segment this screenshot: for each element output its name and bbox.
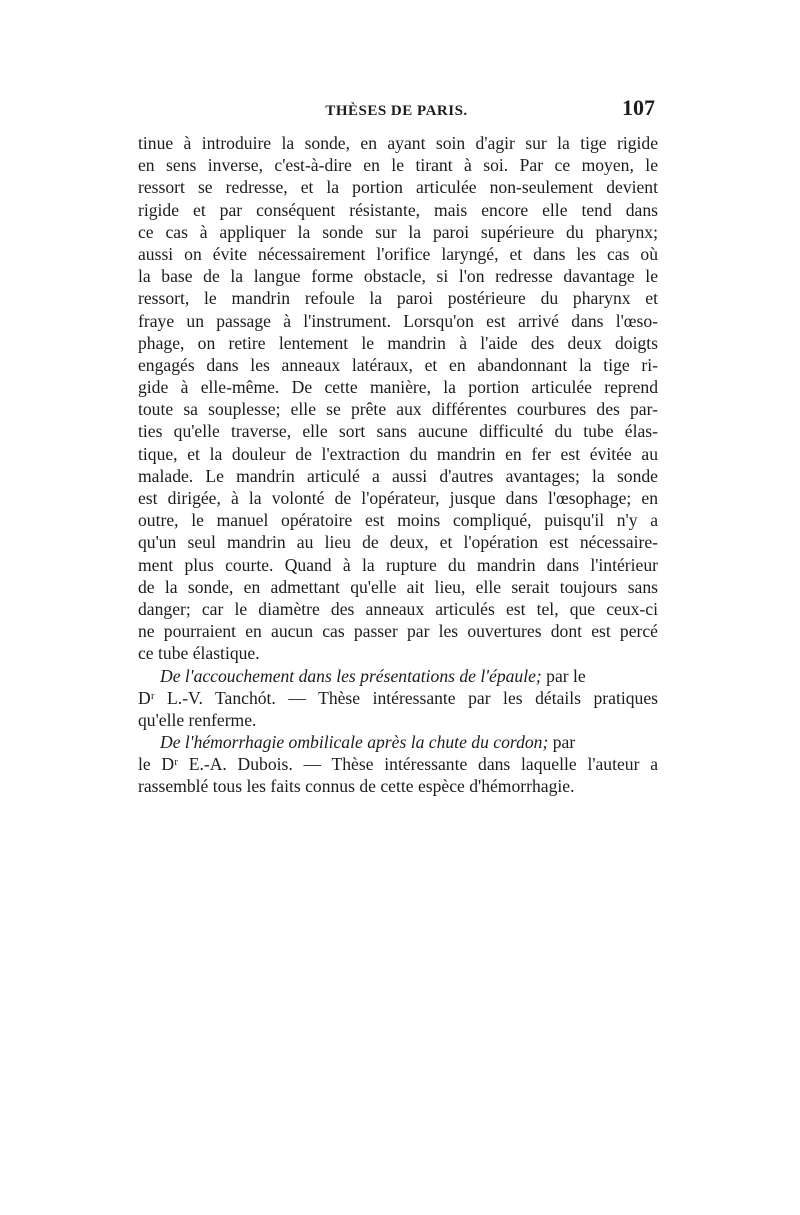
text-line: est dirigée, à la volonté de l'opérateur, jusque dans l'œsophage; en	[138, 488, 658, 508]
text-line: phage, on retire lentement le mandrin à l'aide des deux doigts	[138, 332, 658, 353]
text-line: qu'un seul mandrin au lieu de deux, et l'opération est nécessaire-	[138, 532, 658, 553]
text-line: ressort, le mandrin refoule la paroi postérieure du pharynx et	[138, 288, 658, 309]
text-line: fraye un passage à l'instrument. Lorsqu'on est arrivé dans l'œso-	[138, 310, 658, 331]
reference-hemorrhagie	[138, 731, 658, 798]
reference-accouchement	[138, 665, 658, 732]
page-number: 107	[622, 95, 655, 120]
text-line: ment plus courte. Quand à la rupture du mandrin dans l'intérieur	[138, 554, 658, 575]
text-line: gide à elle-même. De cette manière, la portion articulée reprend	[138, 377, 658, 398]
reference-line: Dʳ L.-V. Tanchót. — Thèse intéressante par les détails pratiques	[138, 687, 658, 708]
text-line: rigide et par conséquent résistante, mais encore elle tend dans	[138, 199, 658, 220]
reference-text: par le	[541, 665, 586, 686]
text-line: ce tube élastique.	[138, 643, 260, 664]
text-line: ressort se redresse, et la portion articulée non-seulement devient	[138, 177, 658, 198]
paragraph-mandrin	[138, 132, 658, 665]
text-line: engagés dans les anneaux latéraux, et en abandonnant la tige ri-	[138, 354, 658, 375]
text-line: en sens inverse, c'est-à-dire en le tirant à soi. Par ce moyen, le	[138, 155, 658, 176]
running-head	[138, 93, 655, 123]
running-title: THÈSES DE PARIS.	[325, 103, 468, 119]
text-line: malade. Le mandrin articulé a aussi d'autres avantages; la sonde	[138, 465, 658, 486]
text-line: toute sa souplesse; elle se prête aux différentes courbures des par-	[138, 399, 658, 420]
reference-line: qu'elle renferme.	[138, 709, 257, 730]
text-line: outre, le manuel opératoire est moins compliqué, puisqu'il n'y a	[138, 510, 658, 531]
reference-line: le Dʳ E.-A. Dubois. — Thèse intéressante dans laquelle l'auteur a	[138, 754, 658, 775]
reference-title: De l'hémorrhagie ombilicale après la chute du cordon;	[160, 732, 549, 753]
text-line: ties qu'elle traverse, elle sort sans aucune difficulté du tube élas-	[138, 421, 658, 442]
reference-line	[138, 731, 658, 753]
text-line: aussi on évite nécessairement l'orifice laryngé, et dans les cas où	[138, 243, 658, 264]
text-line: de la sonde, en admettant qu'elle ait lieu, elle serait toujours sans	[138, 576, 658, 597]
reference-text: par	[548, 732, 576, 753]
text-line: tinue à introduire la sonde, en ayant soin d'agir sur la tige rigide	[138, 133, 658, 153]
reference-line	[138, 665, 658, 687]
text-line: ne pourraient en aucun cas passer par les ouvertures dont est percé	[138, 621, 658, 642]
text-line: la base de la langue forme obstacle, si l'on redresse davantage le	[138, 266, 658, 287]
text-line: danger; car le diamètre des anneaux articulés est tel, que ceux-ci	[138, 598, 658, 619]
text-line: ce cas à appliquer la sonde sur la paroi supérieure du pharynx;	[138, 221, 658, 242]
body-text	[138, 132, 658, 798]
reference-line: rassemblé tous les faits connus de cette espèce d'hémorrhagie.	[138, 776, 575, 797]
text-line: tique, et la douleur de l'extraction du mandrin en fer est évitée au	[138, 443, 658, 464]
reference-title: De l'accouchement dans les présentations de l'épaule;	[160, 665, 542, 686]
